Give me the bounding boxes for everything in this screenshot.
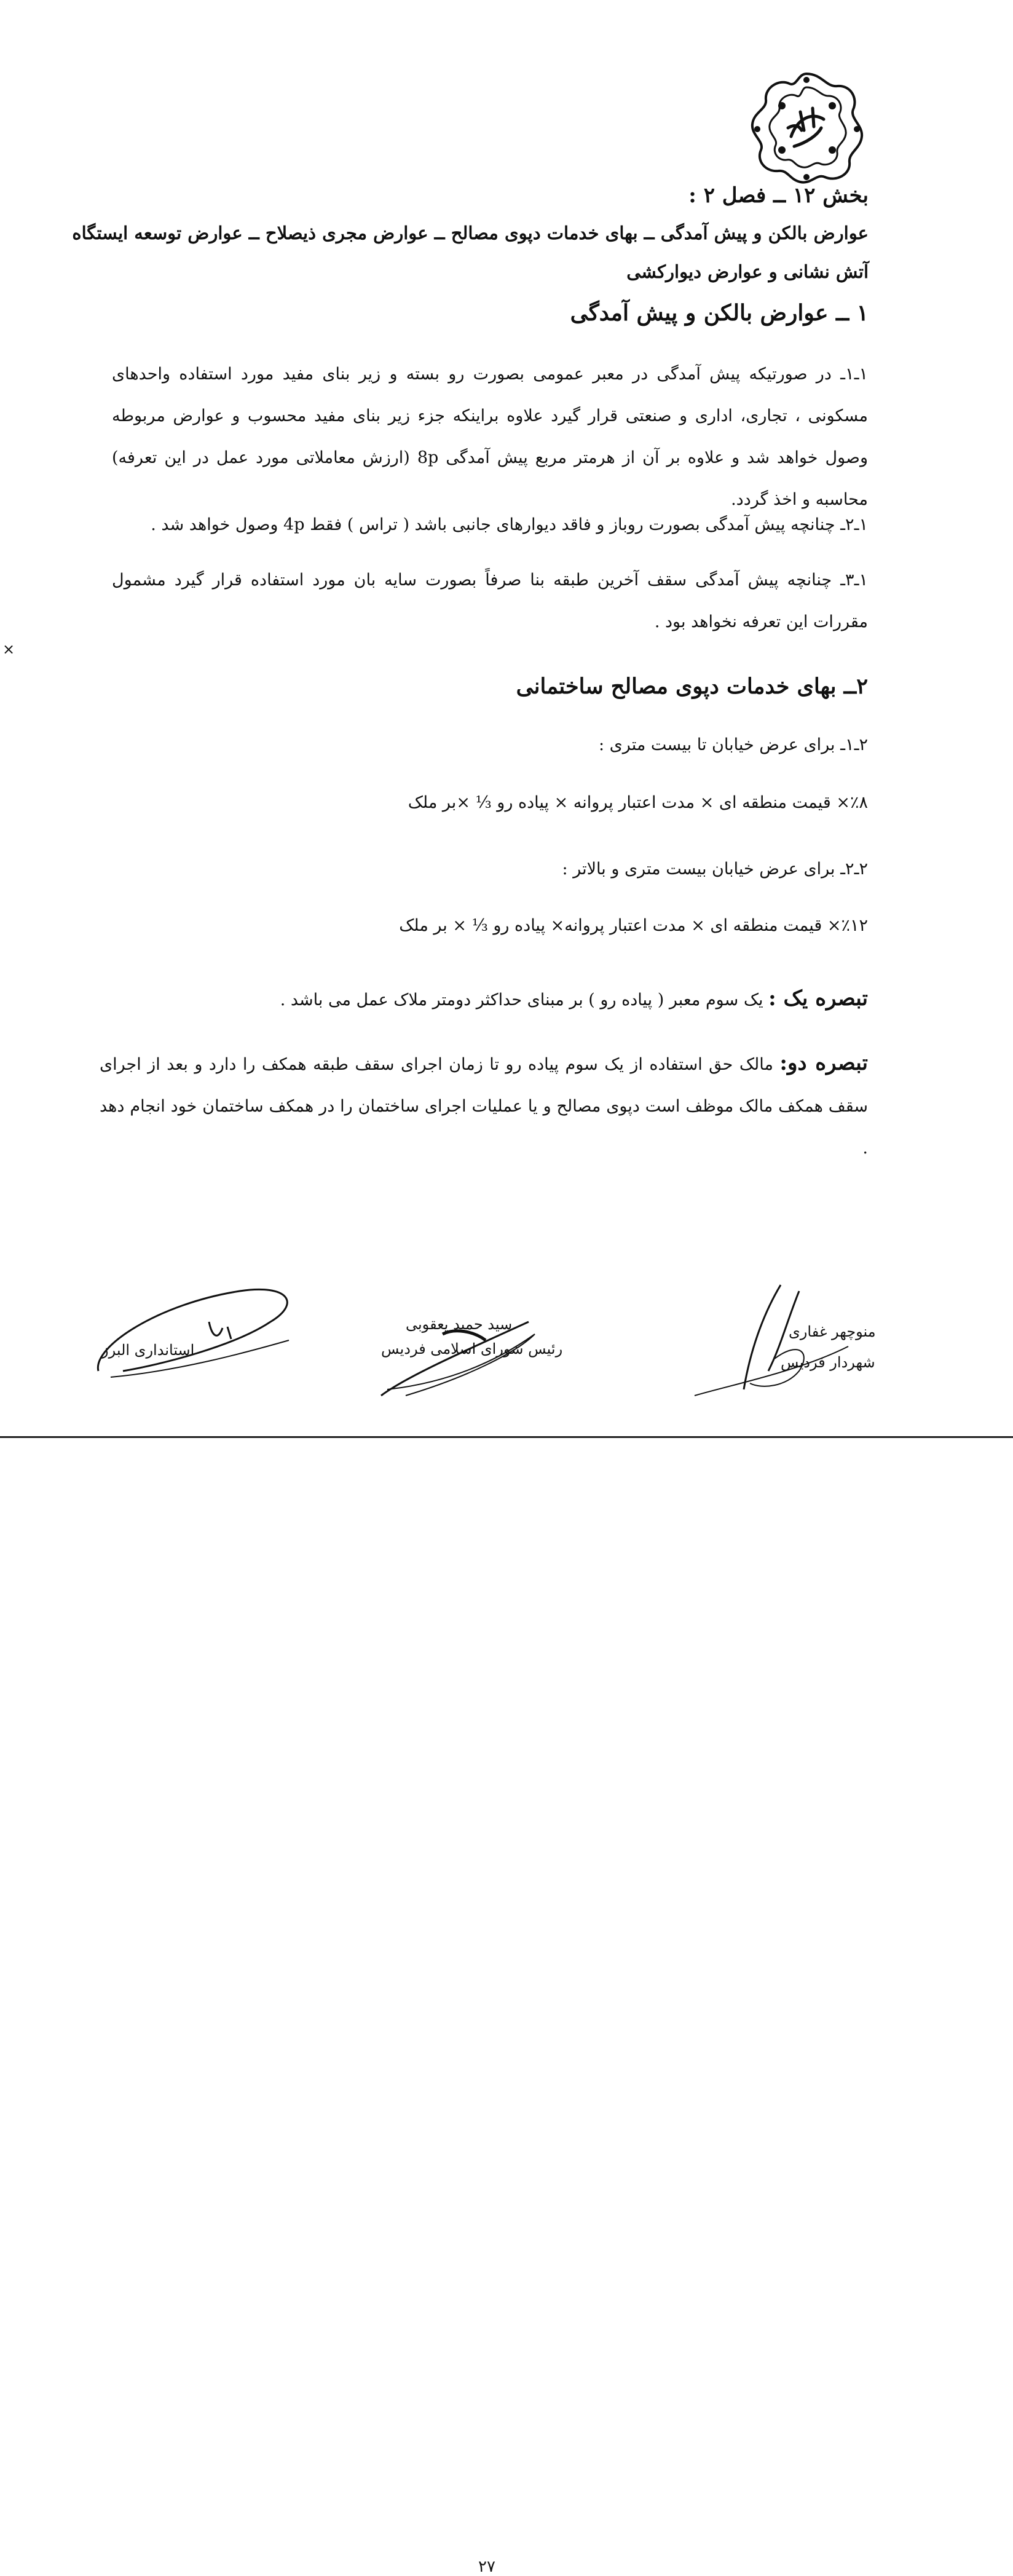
part1-paragraph-3: ۱ـ۳ـ چنانچه پیش آمدگی سقف آخرین طبقه بنا صرفاً بصورت سایه بان مورد استفاده قرار گیرد مشمول مقررات این تعرفه نخواهد بود .: [112, 571, 868, 631]
municipality-emblem-icon: [745, 69, 868, 186]
note-2-label: تبصره دو:: [779, 1051, 868, 1075]
section-heading: بخش ۱۲ ــ فصل ۲ :: [688, 183, 869, 208]
part2-clause-1: ۲ـ۱ـ برای عرض خیابان تا بیست متری :: [598, 735, 868, 754]
part2-formula-1: ٪۸× قیمت منطقه ای × مدت اعتبار پروانه × پیاده رو ⅓ ×بر ملک: [408, 793, 868, 812]
note-2: [100, 1042, 868, 1169]
part1-paragraph-1: ۱ـ۱ـ در صورتیکه پیش آمدگی در معبر عمومی بصورت رو بسته و زیر بنای مفید مورد استفاده واحدهای مسکونی ، تجاری، اداری و صنعتی قرار گیرد علاوه براینکه جزء زیر بنای مفید محسوب و عوارض مربوطه وصول خواهد شد و علاوه بر آن از هرمتر مربع پیش آمدگی 8p (ارزش معاملاتی مورد عمل در این تعرفه) محاسبه و اخذ گردد.: [112, 365, 868, 509]
note-1-text: یک سوم معبر ( پیاده رو ) بر مبنای حداکثر دومتر ملاک عمل می باشد .: [280, 990, 763, 1009]
signature-left-scribble-icon: [86, 1279, 307, 1383]
page-number: ۲۷: [478, 2558, 495, 2576]
signature-right-name: منوچهر غفاری: [789, 1323, 876, 1340]
signature-center-title: رئیس شورای اسلامی فردیس: [381, 1340, 563, 1357]
note-2-text: مالک حق استفاده از یک سوم پیاده رو تا زمان اجرای سقف طبقه همکف را دارد و بعد از اجرای سقف همکف مالک موظف است دپوی مصالح و یا عملیات اجرای ساختمان را در همکف ساختمان خود انجام دهد .: [100, 1055, 868, 1158]
section-subtitle-line2: آتش نشانی و عوارض دیوارکشی: [626, 261, 869, 282]
signature-left-title: استانداری البرز: [101, 1341, 195, 1359]
section-subtitle-line1: عوارض بالکن و پیش آمدگی ــ بهای خدمات دپوی مصالح ــ عوارض مجری ذیصلاح ــ عوارض توسعه ایستگاه: [72, 223, 869, 243]
signature-right-scribble-icon: [688, 1279, 873, 1402]
part2-clause-2: ۲ـ۲ـ برای عرض خیابان بیست متری و بالاتر :: [562, 859, 868, 879]
part2-formula-2: ٪۱۲× قیمت منطقه ای × مدت اعتبار پروانه× پیاده رو ⅓ × بر ملک: [399, 916, 868, 935]
note-1: [100, 978, 868, 1021]
margin-mark: ×: [2, 641, 15, 658]
signatures-area: [0, 1266, 1013, 2576]
signature-right-title: شهردار فردیس: [781, 1354, 875, 1371]
part1-paragraph-2: ۱ـ۲ـ چنانچه پیش آمدگی بصورت روباز و فاقد دیوارهای جانبی باشد ( تراس ) فقط 4p وصول خواهد شد .: [151, 515, 868, 534]
note-1-label: تبصره یک :: [768, 986, 868, 1011]
scan-bottom-edge: [0, 1436, 1013, 1438]
signature-center-name: سید حمید یعقوبی: [406, 1316, 513, 1333]
part1-title: ۱ ــ عوارض بالکن و پیش آمدگی: [570, 300, 869, 326]
part2-title: ۲ــ بهای خدمات دپوی مصالح ساختمانی: [516, 674, 868, 699]
